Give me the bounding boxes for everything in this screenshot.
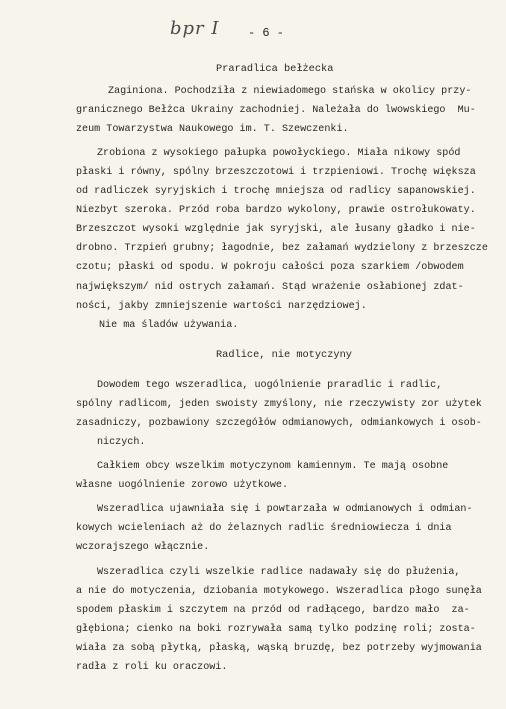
text-line: wczorajszego włącznie. [76,542,210,553]
text-line: Brzeszczot wysoki względnie jak syryjski, ale łusany gładko i nie- [76,224,476,235]
text-line: Całkiem obcy wszelkim motyczynom kamiennym. Te mają osobne [97,461,449,472]
page-number: - 6 - [248,26,285,40]
text-line: największym/ nid ostrych załamań. Stąd wrażenie osłabionej zdat- [76,282,464,293]
text-line: drobno. Trzpień grubny; łagodnie, bez załamań wydzielony z brzeszcze [76,243,488,254]
text-line: ności, jakby zmniejszenie wartości narzędziowej. [76,301,367,312]
text-line: Nie ma śladów używania. [99,320,239,331]
text-line: Wszeradlica ujawniała się i powtarzała w odmianowych i odmian- [97,504,473,515]
text-line: kowych wcieleniach aż do żelaznych radlic średniowiecza i dnia [76,523,452,534]
text-line: Niezbyt szeroka. Przód roba bardzo wykolony, prawie ostrołukowaty. [76,205,476,216]
text-line: zasadniczy, pozbawiony szczegółów odmianowych, odmiankowych i osob- [76,418,482,429]
text-line: od radliczek syryjskich i trochę mniejsza od radlicy sapanowskiej. [76,186,476,197]
text-line: wiała za sobą płytką, płaską, wąską bruzdę, bez potrzeby wyjmowania [76,643,482,654]
section-title: Radlice, nie motyczyny [216,349,352,361]
handwritten-margin-note: bpr I [170,18,220,39]
text-line: radła z roli ku oraczowi. [76,662,228,673]
text-line: Zrobiona z wysokiego pałupka powołyckiego. Miała nikowy spód [97,148,461,159]
text-line: czotu; płaski od spodu. W pokroju całości poza szarkiem /obwodem [76,262,464,273]
text-line: a nie do motyczenia, dziobania motykowego. Wszeradlica płogo sunęła [76,586,482,597]
text-line: Wszeradlica czyli wszelkie radlice nadawały się do płużenia, [97,567,461,578]
text-line: głębiona; cienko na boki rozrywała samą tylko podzinę roli; zosta- [76,624,476,635]
text-line: Zaginiona. Pochodziła z niewiadomego stańska w okolicy przy- [108,86,472,97]
text-line: granicznego Bełżca Ukrainy zachodniej. Należała do lwowskiego Mu- [76,105,476,116]
text-line: spodem płaskim i szczytem na przód od radłącego, bardzo mało za- [76,605,470,616]
text-line: zeum Towarzystwa Naukowego im. T. Szewczenki. [76,124,349,135]
section-title: Praradlica bełżecka [216,63,334,75]
text-line: własne uogólnienie zorowo użytkowe. [76,480,289,491]
text-line: Dowodem tego wszeradlica, uogólnienie praradlic i radlic, [97,380,443,391]
text-line: niczych. [97,437,146,448]
text-line: płaski i równy, spólny brzeszczotowi i trzpieniowi. Trochę większa [76,167,476,178]
text-line: spólny radlicom, jeden swoisty zmyślony, nie rzeczywisty zor użytek [76,399,482,410]
